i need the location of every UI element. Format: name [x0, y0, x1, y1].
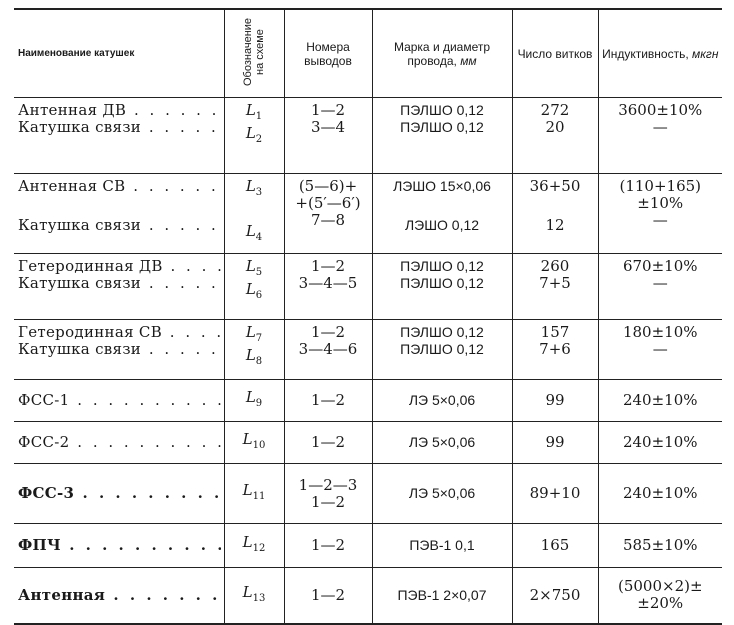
- inductance-value: —: [652, 274, 668, 292]
- coil-symbol: $L_{13}$: [242, 582, 266, 604]
- wire-value: ПЭВ-1 2×0,07: [397, 586, 487, 603]
- designation-cell: [224, 380, 284, 422]
- pins-value: 3—4: [310, 118, 346, 136]
- inductance-value: —: [652, 340, 668, 358]
- coil-symbol: $L_{11}$: [242, 481, 266, 502]
- coil-name: ФПЧ . . .: [18, 537, 221, 554]
- header-designation: Обозначение на схеме: [224, 9, 284, 98]
- designation-cell: [224, 98, 284, 174]
- designation-cell: [224, 254, 284, 320]
- coil-symbol: $L_{10}$: [242, 430, 266, 451]
- table-row: [14, 568, 722, 624]
- pins-cell: [284, 422, 372, 464]
- header-inductance: Индуктивность, мкгн: [598, 9, 722, 98]
- inductance-cell: [598, 422, 722, 464]
- inductance-cell: [598, 320, 722, 380]
- coil-symbol: $L_2$: [245, 124, 263, 145]
- wire-value: ЛЭШО 15×0,06: [393, 178, 491, 194]
- pins-value: (5—6)+: [298, 177, 358, 195]
- table-row: [14, 380, 722, 422]
- designation-cell: [224, 174, 284, 254]
- inductance-value: 240±10%: [622, 391, 698, 409]
- wire-cell: [372, 254, 512, 320]
- inductance-cell: [598, 174, 722, 254]
- turns-cell: [512, 524, 598, 568]
- turns-value: 2×750: [529, 585, 581, 604]
- turns-value: 260: [540, 257, 570, 275]
- name-cell: [14, 320, 224, 380]
- pins-cell: [284, 464, 372, 524]
- designation-cell: [224, 464, 284, 524]
- turns-cell: [512, 98, 598, 174]
- header-row: [14, 9, 722, 98]
- pins-value: +(5′—6′): [295, 194, 361, 212]
- wire-value: ЛЭШО 0,12: [404, 217, 480, 233]
- inductance-value: 670±10%: [622, 257, 698, 275]
- turns-cell: [512, 380, 598, 422]
- pins-cell: [284, 254, 372, 320]
- wire-value: ПЭЛШО 0,12: [400, 258, 484, 274]
- name-cell: [14, 380, 224, 422]
- coil-name: ФСС-1 . . .: [18, 392, 221, 409]
- pins-value: 1—2: [310, 391, 346, 409]
- table-row: [14, 422, 722, 464]
- turns-cell: [512, 422, 598, 464]
- inductance-value: (5000×2)±: [617, 577, 703, 596]
- coil-table: [14, 8, 722, 625]
- table-row: [14, 254, 722, 320]
- pins-value: 1—2: [310, 536, 346, 554]
- designation-cell: [224, 320, 284, 380]
- wire-cell: [372, 380, 512, 422]
- inductance-cell: [598, 98, 722, 174]
- coil-name: Антенная ДВ . . .: [18, 102, 221, 119]
- name-cell: [14, 98, 224, 174]
- inductance-cell: [598, 380, 722, 422]
- table-row: [14, 320, 722, 380]
- inductance-cell: [598, 464, 722, 524]
- wire-cell: [372, 524, 512, 568]
- name-cell: [14, 464, 224, 524]
- coil-symbol: $L_8$: [245, 346, 263, 367]
- pins-cell: [284, 380, 372, 422]
- table-row: [14, 174, 722, 254]
- turns-cell: [512, 174, 598, 254]
- wire-cell: [372, 174, 512, 254]
- coil-name: Катушка связи . . .: [18, 341, 221, 358]
- designation-cell: [224, 524, 284, 568]
- inductance-value: 180±10%: [622, 323, 698, 341]
- coil-name: Катушка связи . . .: [18, 217, 221, 234]
- wire-value: ПЭВ-1 0,1: [409, 537, 475, 553]
- coil-name: Катушка связи . . .: [18, 119, 221, 136]
- wire-cell: [372, 568, 512, 624]
- header-pins: Номера выводов: [284, 9, 372, 98]
- name-cell: [14, 568, 224, 624]
- turns-cell: [512, 464, 598, 524]
- wire-cell: [372, 422, 512, 464]
- wire-cell: [372, 98, 512, 174]
- pins-value: 1—2: [310, 257, 346, 275]
- turns-value: 99: [545, 391, 565, 409]
- designation-cell: [224, 568, 284, 624]
- coil-name: Антенная СВ . . .: [18, 178, 221, 195]
- wire-value: ЛЭ 5×0,06: [408, 485, 476, 501]
- turns-value: 272: [540, 101, 570, 119]
- coil-symbol: $L_5$: [245, 257, 263, 278]
- wire-value: ПЭЛШО 0,12: [400, 102, 484, 118]
- wire-value: ПЭЛШО 0,12: [400, 341, 484, 357]
- inductance-value: —: [652, 211, 668, 229]
- coil-symbol: $L_7$: [245, 323, 263, 344]
- header-wire: Марка и диаметр провода, мм: [372, 9, 512, 98]
- pins-value: 3—4—6: [298, 340, 358, 358]
- wire-cell: [372, 320, 512, 380]
- inductance-cell: [598, 254, 722, 320]
- wire-value: ЛЭ 5×0,06: [408, 434, 476, 450]
- table-row: [14, 464, 722, 524]
- wire-value: ПЭЛШО 0,12: [400, 324, 484, 340]
- turns-value: 99: [545, 433, 565, 451]
- name-cell: [14, 422, 224, 464]
- wire-value: ПЭЛШО 0,12: [400, 275, 484, 291]
- inductance-value: 240±10%: [622, 433, 698, 451]
- wire-value: ПЭЛШО 0,12: [400, 119, 484, 135]
- coil-name: ФСС-2 . . .: [18, 434, 221, 451]
- pins-value: 1—2—3: [298, 475, 358, 494]
- inductance-value: 3600±10%: [618, 101, 703, 119]
- pins-cell: [284, 98, 372, 174]
- pins-value: 3—4—5: [298, 274, 358, 292]
- coil-symbol: $L_6$: [245, 280, 263, 301]
- pins-value: 1—2: [310, 101, 346, 119]
- coil-symbol: $L_{12}$: [242, 533, 266, 554]
- inductance-value: 240±10%: [622, 484, 698, 502]
- inductance-value: (110+165): [619, 177, 702, 195]
- designation-cell: [224, 422, 284, 464]
- pins-cell: [284, 174, 372, 254]
- coil-name: Катушка связи . . .: [18, 275, 221, 292]
- name-cell: [14, 174, 224, 254]
- header-name: Наименование катушек: [18, 47, 135, 59]
- pins-value: 7—8: [310, 211, 346, 229]
- coil-symbol: $L_9$: [245, 388, 263, 409]
- turns-value: 89+10: [529, 484, 581, 502]
- coil-symbol: $L_3$: [245, 177, 263, 198]
- table-row: [14, 98, 722, 174]
- inductance-value: ±20%: [637, 594, 684, 613]
- pins-cell: [284, 568, 372, 624]
- pins-value: 1—2: [310, 323, 346, 341]
- turns-value: 165: [540, 536, 570, 554]
- turns-cell: [512, 568, 598, 624]
- table-row: [14, 524, 722, 568]
- turns-cell: [512, 320, 598, 380]
- wire-cell: [372, 464, 512, 524]
- turns-value: 12: [545, 216, 565, 234]
- pins-cell: [284, 524, 372, 568]
- coil-name: ФСС-3 . . .: [18, 485, 221, 502]
- name-cell: [14, 524, 224, 568]
- pins-cell: [284, 320, 372, 380]
- pins-value: 1—2: [310, 492, 346, 511]
- inductance-value: 585±10%: [622, 536, 698, 554]
- coil-name: Гетеродинная СВ . . .: [18, 324, 221, 341]
- turns-value: 157: [540, 323, 570, 341]
- header-turns: Число витков: [512, 9, 598, 98]
- turns-value: 7+5: [539, 274, 571, 292]
- wire-value: ЛЭ 5×0,06: [408, 392, 476, 408]
- turns-cell: [512, 254, 598, 320]
- inductance-cell: [598, 524, 722, 568]
- turns-value: 20: [545, 118, 565, 136]
- name-cell: [14, 254, 224, 320]
- pins-value: 1—2: [310, 585, 346, 604]
- coil-name: Гетеродинная ДВ . . .: [18, 258, 221, 275]
- inductance-value: —: [652, 118, 668, 136]
- coil-symbol: $L_4$: [245, 222, 263, 243]
- inductance-value: ±10%: [637, 194, 684, 212]
- inductance-cell: [598, 568, 722, 624]
- pins-value: 1—2: [310, 433, 346, 451]
- turns-value: 36+50: [529, 177, 581, 195]
- turns-value: 7+6: [539, 340, 571, 358]
- coil-name: Антенная . . .: [18, 587, 221, 604]
- coil-symbol: $L_1$: [245, 101, 263, 122]
